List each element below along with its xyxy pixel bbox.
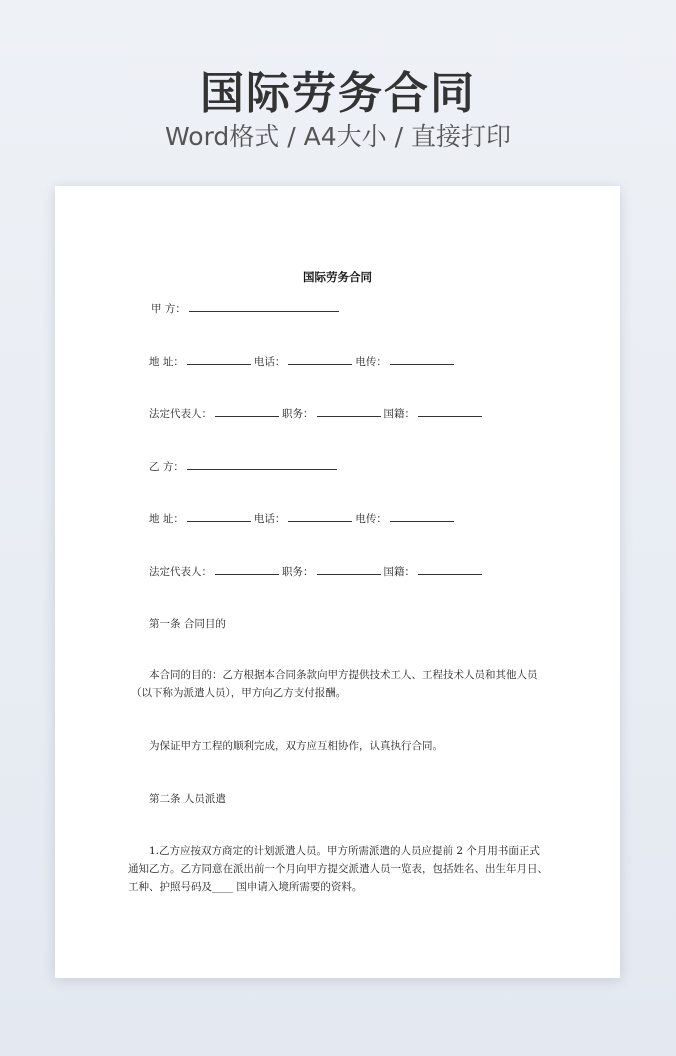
nationality-blank[interactable] <box>418 406 482 417</box>
article2-para1-line3: 工种、护照号码及____ 国申请入境所需要的资料。 <box>128 881 363 893</box>
party-a-address-line <box>149 354 457 369</box>
article1-heading: 第一条 合同目的 <box>149 618 226 630</box>
party-b-legal-rep-line <box>149 564 485 579</box>
article1-para1-line2: （以下称为派遣人员），甲方向乙方支付报酬。 <box>131 687 347 699</box>
party-b-blank[interactable] <box>187 459 337 470</box>
legal-rep-label: 法定代表人： <box>149 408 212 420</box>
fax-label: 电传： <box>355 513 387 525</box>
address-blank[interactable] <box>187 511 251 522</box>
party-a-legal-rep-line <box>149 406 485 421</box>
nationality-blank[interactable] <box>418 564 482 575</box>
article1-para2: 为保证甲方工程的顺利完成，双方应互相协作，认真执行合同。 <box>149 740 443 752</box>
address-blank[interactable] <box>187 354 251 365</box>
article2-heading: 第二条 人员派遣 <box>149 793 226 805</box>
phone-blank[interactable] <box>288 511 352 522</box>
phone-blank[interactable] <box>288 354 352 365</box>
fax-blank[interactable] <box>390 354 454 365</box>
article2-para1-line1: 1.乙方应按双方商定的计划派遣人员。甲方所需派遣的人员应提前 2 个月用书面正式 <box>149 845 540 857</box>
legal-rep-blank[interactable] <box>215 406 279 417</box>
position-blank[interactable] <box>317 406 381 417</box>
nationality-label: 国籍： <box>383 566 415 578</box>
legal-rep-label: 法定代表人： <box>149 566 212 578</box>
document-page <box>55 186 620 978</box>
position-label: 职务： <box>282 566 314 578</box>
fax-label: 电传： <box>355 356 387 368</box>
party-a-blank[interactable] <box>189 301 339 312</box>
article2-para1-line2: 通知乙方。乙方同意在派出前一个月向甲方提交派遣人员一览表，包括姓名、出生年月日、 <box>128 863 548 875</box>
address-label: 地 址： <box>149 513 184 525</box>
phone-label: 电话： <box>253 356 286 368</box>
banner-subtitle: Word格式 / A4大小 / 直接打印 <box>165 122 511 151</box>
nationality-label: 国籍： <box>383 408 415 420</box>
party-a-label: 甲 方： <box>151 303 186 315</box>
article1-para1-line1: 本合同的目的：乙方根据本合同条款向甲方提供技术工人、工程技术人员和其他人员 <box>149 669 538 681</box>
party-b-label: 乙 方： <box>149 461 184 473</box>
fax-blank[interactable] <box>390 511 454 522</box>
banner-title: 国际劳务合同 <box>200 68 476 119</box>
position-blank[interactable] <box>317 564 381 575</box>
party-a-line <box>151 301 342 316</box>
address-label: 地 址： <box>149 356 184 368</box>
legal-rep-blank[interactable] <box>215 564 279 575</box>
party-b-line <box>149 459 340 474</box>
phone-label: 电话： <box>253 513 286 525</box>
document-title: 国际劳务合同 <box>303 270 372 284</box>
party-b-address-line <box>149 511 457 526</box>
position-label: 职务： <box>282 408 314 420</box>
